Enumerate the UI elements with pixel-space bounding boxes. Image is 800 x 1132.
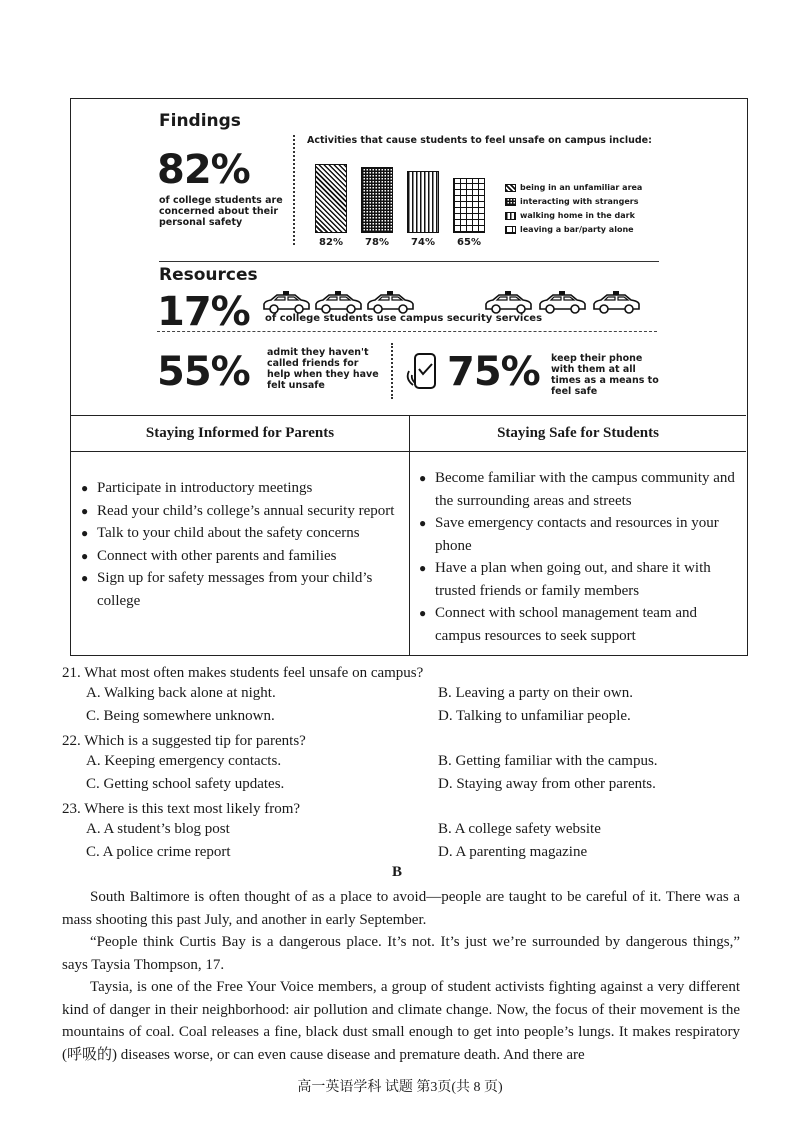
q21-option-d: D. Talking to unfamiliar people. <box>438 708 631 724</box>
police-car-icon <box>540 291 585 313</box>
paragraph: “People think Curtis Bay is a dangerous place. It’s not. It’s just we’re surrounded by dangerous things,” says Taysia Thompson, 17. <box>62 934 740 973</box>
paragraph: Taysia, is one of the Free Your Voice members, a group of student activists fighting against a very different kind of danger in their neighborhood: air pollution and climate change. Now, the focus of their movement is the mountains of coal. Coal releases a fine, black dust small enough to get into people’s lungs. It makes respiratory (呼吸的) diseases worse, or can even cause disease and premature death. And there are <box>62 979 740 1063</box>
bar-chart <box>303 151 493 247</box>
legend-label: interacting with strangers <box>520 197 639 206</box>
question-21-stem: 21. What most often makes students feel unsafe on campus? <box>62 665 424 681</box>
list-item: ● Read your child’s college’s annual security report <box>81 500 399 523</box>
q21-option-c: C. Being somewhere unknown. <box>86 708 275 724</box>
legend-label: leaving a bar/party alone <box>520 225 634 234</box>
table-header-students: Staying Safe for Students <box>497 425 659 441</box>
q22-option-a: A. Keeping emergency contacts. <box>86 753 282 769</box>
chart-legend <box>505 183 685 239</box>
police-car-icon <box>594 291 639 313</box>
section-divider <box>159 261 659 262</box>
section-b-heading: B <box>392 864 403 880</box>
resources-divider <box>391 343 393 399</box>
police-car-icon <box>316 291 361 313</box>
legend-item <box>505 197 685 211</box>
resources-heading: Resources <box>159 265 258 285</box>
q22-option-d: D. Staying away from other parents. <box>438 776 656 792</box>
legend-item <box>505 211 685 225</box>
resources-55-description: admit they haven't called friends for help when they have felt unsafe <box>267 347 379 391</box>
dashed-divider <box>157 331 657 332</box>
bar-value-label: 82% <box>319 237 343 248</box>
findings-heading: Findings <box>159 111 241 131</box>
q23-option-d: D. A parenting magazine <box>438 844 588 860</box>
findings-description: of college students are concerned about their personal safety <box>159 195 283 228</box>
question-23-stem: 23. Where is this text most likely from? <box>62 801 301 817</box>
q21-option-a: A. Walking back alone at night. <box>86 685 276 701</box>
bar-value-label: 74% <box>411 237 435 248</box>
resources-55-percent: 55% <box>157 349 250 395</box>
q23-option-c: C. A police crime report <box>86 844 231 860</box>
bar-3 <box>407 171 439 233</box>
legend-swatch <box>505 226 516 234</box>
list-item: ● Connect with school management team and campus resources to seek support <box>419 602 741 647</box>
resources-75-percent: 75% <box>447 349 540 395</box>
chart-title: Activities that cause students to feel unsafe on campus include: <box>307 135 652 146</box>
legend-label: walking home in the dark <box>520 211 635 220</box>
q22-option-b: B. Getting familiar with the campus. <box>438 753 658 769</box>
list-item: ● Sign up for safety messages from your child’s college <box>81 567 399 612</box>
list-item: ● Become familiar with the campus community and the surrounding areas and streets <box>419 467 741 512</box>
legend-swatch <box>505 212 516 220</box>
q23-option-b: B. A college safety website <box>438 821 601 837</box>
parents-tip-list <box>81 477 399 612</box>
police-car-icon <box>486 291 531 313</box>
bar-2 <box>361 167 393 233</box>
legend-item <box>505 225 685 239</box>
infographic-box <box>70 98 748 656</box>
list-item: ● Have a plan when going out, and share it with trusted friends or family members <box>419 557 741 602</box>
legend-swatch <box>505 184 516 192</box>
q23-option-a: A. A student’s blog post <box>86 821 230 837</box>
legend-label: being in an unfamiliar area <box>520 183 643 192</box>
list-item: ● Talk to your child about the safety concerns <box>81 522 399 545</box>
list-item: ● Save emergency contacts and resources in your phone <box>419 512 741 557</box>
q21-option-b: B. Leaving a party on their own. <box>438 685 633 701</box>
police-car-icon <box>264 291 309 313</box>
table-column-divider <box>409 415 410 655</box>
page-footer: 高一英语学科 试题 第3页(共 8 页) <box>297 1080 503 1095</box>
paragraph: South Baltimore is often thought of as a place to avoid—people are taught to be careful of it. There was a mass shooting this past July, and another in early September. <box>62 889 740 928</box>
bar-value-label: 65% <box>457 237 481 248</box>
list-item: ● Connect with other parents and families <box>81 545 399 568</box>
bar-value-label: 78% <box>365 237 389 248</box>
legend-swatch <box>505 198 516 206</box>
list-item: ● Participate in introductory meetings <box>81 477 399 500</box>
q22-option-c: C. Getting school safety updates. <box>86 776 285 792</box>
phone-icon <box>405 351 445 396</box>
students-tip-list <box>419 467 741 647</box>
resources-75-description: keep their phone with them at all times as a means to feel safe <box>551 353 659 397</box>
bar-4 <box>453 178 485 233</box>
findings-big-percent: 82% <box>157 147 250 193</box>
legend-item <box>505 183 685 197</box>
findings-divider <box>293 135 295 245</box>
resources-17-description: of college students use campus security services <box>265 313 543 324</box>
bar-1 <box>315 164 347 233</box>
police-car-icon <box>368 291 413 313</box>
question-22-stem: 22. Which is a suggested tip for parents? <box>62 733 306 749</box>
passage-b <box>62 886 740 1066</box>
resources-17-percent: 17% <box>157 289 250 335</box>
table-header-parents: Staying Informed for Parents <box>145 425 335 441</box>
